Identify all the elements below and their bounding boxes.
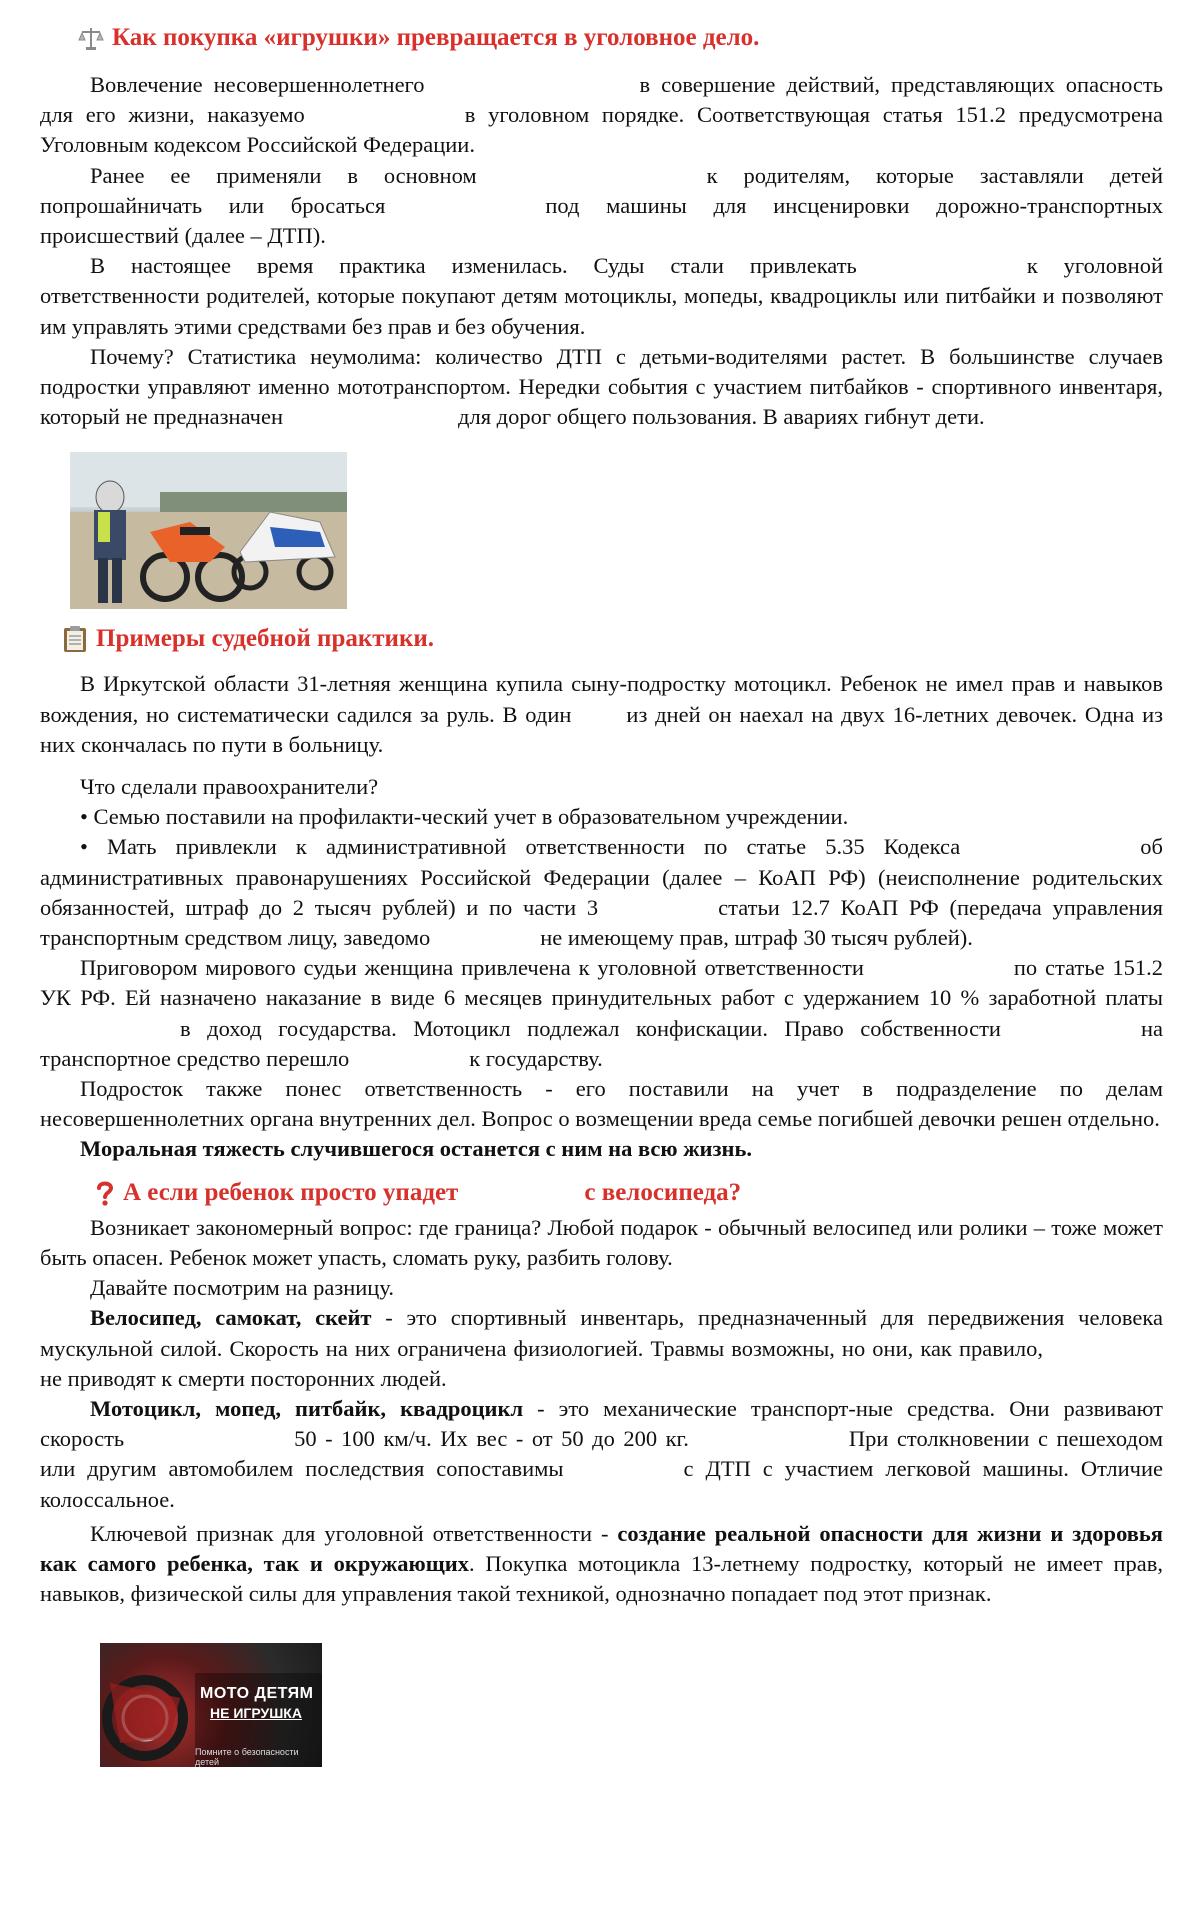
question-icon: [95, 1180, 115, 1206]
section1-paragraph-2: [40, 161, 1163, 252]
text: Ранее ее применяли в основном: [90, 162, 477, 188]
text: При столкновении с пешеходом или другим автомобилем последствия сопоставимы: [40, 1426, 1163, 1482]
section2-paragraph-3: Подросток также понес ответственность - его поставили на учет в подразделение по делам несовершеннолетних органа внутренних дел. Вопрос о возмещении вреда семье погибшей девочки решен отдельно.: [40, 1076, 1163, 1132]
text: - это механические транспорт-ные средства. Они развивают скорость: [40, 1395, 1163, 1452]
poster-note: Помните о безопасности детей: [195, 1747, 299, 1768]
poster-title: МОТО ДЕТЯМ: [200, 1685, 314, 1703]
section1-title: Как покупка «игрушки» превращается в уголовное дело.: [112, 24, 760, 51]
section2-paragraph-2: [40, 953, 1163, 1074]
section2-paragraph-4: Моральная тяжесть случившегося останется с ним на всю жизнь.: [80, 1136, 753, 1162]
text: . Покупка мотоцикла 13-летнему подростку, который не имеет прав, навыков, физической силы для управления такой техникой, однозначно попадает под этот признак.: [40, 1550, 1163, 1607]
section3-paragraph-5: [40, 1519, 1163, 1610]
text: к уголовной ответственности родителей, которые покупают детям мотоциклы, мопеды, квадроциклы или питбайки и позволяют им управлять этими средствами без прав и без обучения.: [40, 253, 1163, 339]
document-content: [40, 18, 1163, 1767]
section1-paragraph-1: [40, 70, 1163, 161]
section3-title-a: А если ребенок просто упадет: [123, 1178, 459, 1206]
text: В настоящее время практика изменилась. Суды стали привлекать: [90, 253, 857, 279]
text: Велосипед, самокат, скейт: [90, 1305, 372, 1331]
text: к родителям, которые заставляли детей попрошайничать или бросаться: [40, 162, 1164, 218]
scales-icon: [78, 25, 104, 51]
text: Вовлечение несовершеннолетнего: [90, 72, 425, 97]
text: В Иркутской области 31-летняя женщина купила сыну-подростку мотоцикл. Ребенок не имел прав и навыков вождения, но систематически садился за руль. В один: [40, 671, 1163, 727]
text: об административных правонарушениях Российской Федерации (далее – КоАП РФ) (неисполнение родительских обязанностей, штраф до 2 тысяч рублей) и по части 3: [40, 834, 1163, 920]
text: в доход государства. Мотоцикл подлежал конфискации. Право собственности: [180, 1015, 1001, 1041]
police-motorcycle-photo: [70, 452, 347, 609]
clipboard-icon: [62, 625, 88, 653]
text: не приводят к смерти посторонних людей.: [40, 1365, 447, 1391]
section3-paragraph-1: Возникает закономерный вопрос: где граница? Любой подарок - обычный велосипед или ролики – тоже может быть опасен. Ребенок может упасть, сломать руку, разбить голову.: [40, 1214, 1163, 1270]
text: 50 - 100 км/ч. Их вес - от 50 до 200 кг.: [294, 1426, 689, 1452]
text: в уголовном порядке. Соответствующая статья 151.2 предусмотрена Уголовным кодексом Российской Федерации.: [40, 102, 1163, 158]
poster-subtitle: НЕ ИГРУШКА: [210, 1705, 302, 1722]
text: с ДТП с участием легковой машины. Отличие колоссальное.: [40, 1456, 1163, 1512]
text: Приговором мирового судьи женщина привлечена к уголовной ответственности: [80, 955, 864, 981]
text: к государству.: [469, 1045, 603, 1071]
section3-paragraph-4: [40, 1394, 1163, 1515]
section3-title-b: с велосипеда?: [584, 1178, 742, 1206]
section1-paragraph-4: [40, 342, 1163, 433]
text: статьи 12.7 КоАП РФ (передача управления транспортным средством лицу, заведомо: [40, 894, 1163, 951]
section2-title: Примеры судебной практики.: [96, 625, 435, 653]
text: в совершение действий, представляющих опасность для его жизни, наказуемо: [40, 72, 1163, 128]
section1-heading: [78, 18, 1163, 58]
text: создание реальной опасности для жизни и здоровья как самого ребенка, так и окружающих: [40, 1520, 1163, 1576]
section1-paragraph-3: [40, 251, 1163, 342]
moto-safety-poster: [100, 1643, 322, 1767]
text: Почему? Статистика неумолима: количество ДТП с детьми-водителями растет. В большинстве случаев подростки управляют именно мототранспортом. Нередки события с участием питбайков - спортивного инвентаря, который не предназначен: [40, 343, 1163, 430]
section2-question: Что сделали правоохранители?: [80, 774, 379, 800]
section3-paragraph-3: [40, 1303, 1163, 1394]
text: Мотоцикл, мопед, питбайк, квадроцикл: [90, 1395, 524, 1421]
text: под машины для инсценировки дорожно-транспортных происшествий (далее – ДТП).: [40, 192, 1163, 249]
text: • Мать привлекли к административной ответственности по статье 5.35 Кодекса: [80, 834, 961, 860]
section3-heading: [95, 1173, 1163, 1213]
text: - это спортивный инвентарь, предназначенный для передвижения человека мускульной силой. Скорость на них ограничена физиологией. Травмы возможны, но они, как правило,: [40, 1305, 1163, 1361]
text: из дней он наехал на двух 16-летних девочек. Одна из них скончалась по пути в больницу.: [40, 701, 1163, 757]
text: не имеющему прав, штраф 30 тысяч рублей).: [540, 925, 973, 951]
section2-bullet-1: • Семью поставили на профилакти-ческий учет в образовательном учреждении.: [80, 804, 849, 830]
section3-paragraph-2: Давайте посмотрим на разницу.: [90, 1275, 394, 1301]
section2-heading: [62, 619, 1163, 659]
section2-paragraph-1: [40, 669, 1163, 760]
text: для дорог общего пользования. В авариях гибнут дети.: [458, 404, 985, 430]
section2-bullet-2: [40, 832, 1163, 953]
text: на транспортное средство перешло: [40, 1015, 1163, 1071]
text: по статье 151.2 УК РФ. Ей назначено наказание в виде 6 месяцев принудительных работ с удержанием 10 % заработной платы: [40, 955, 1164, 1011]
text: Ключевой признак для уголовной ответственности -: [90, 1520, 618, 1546]
